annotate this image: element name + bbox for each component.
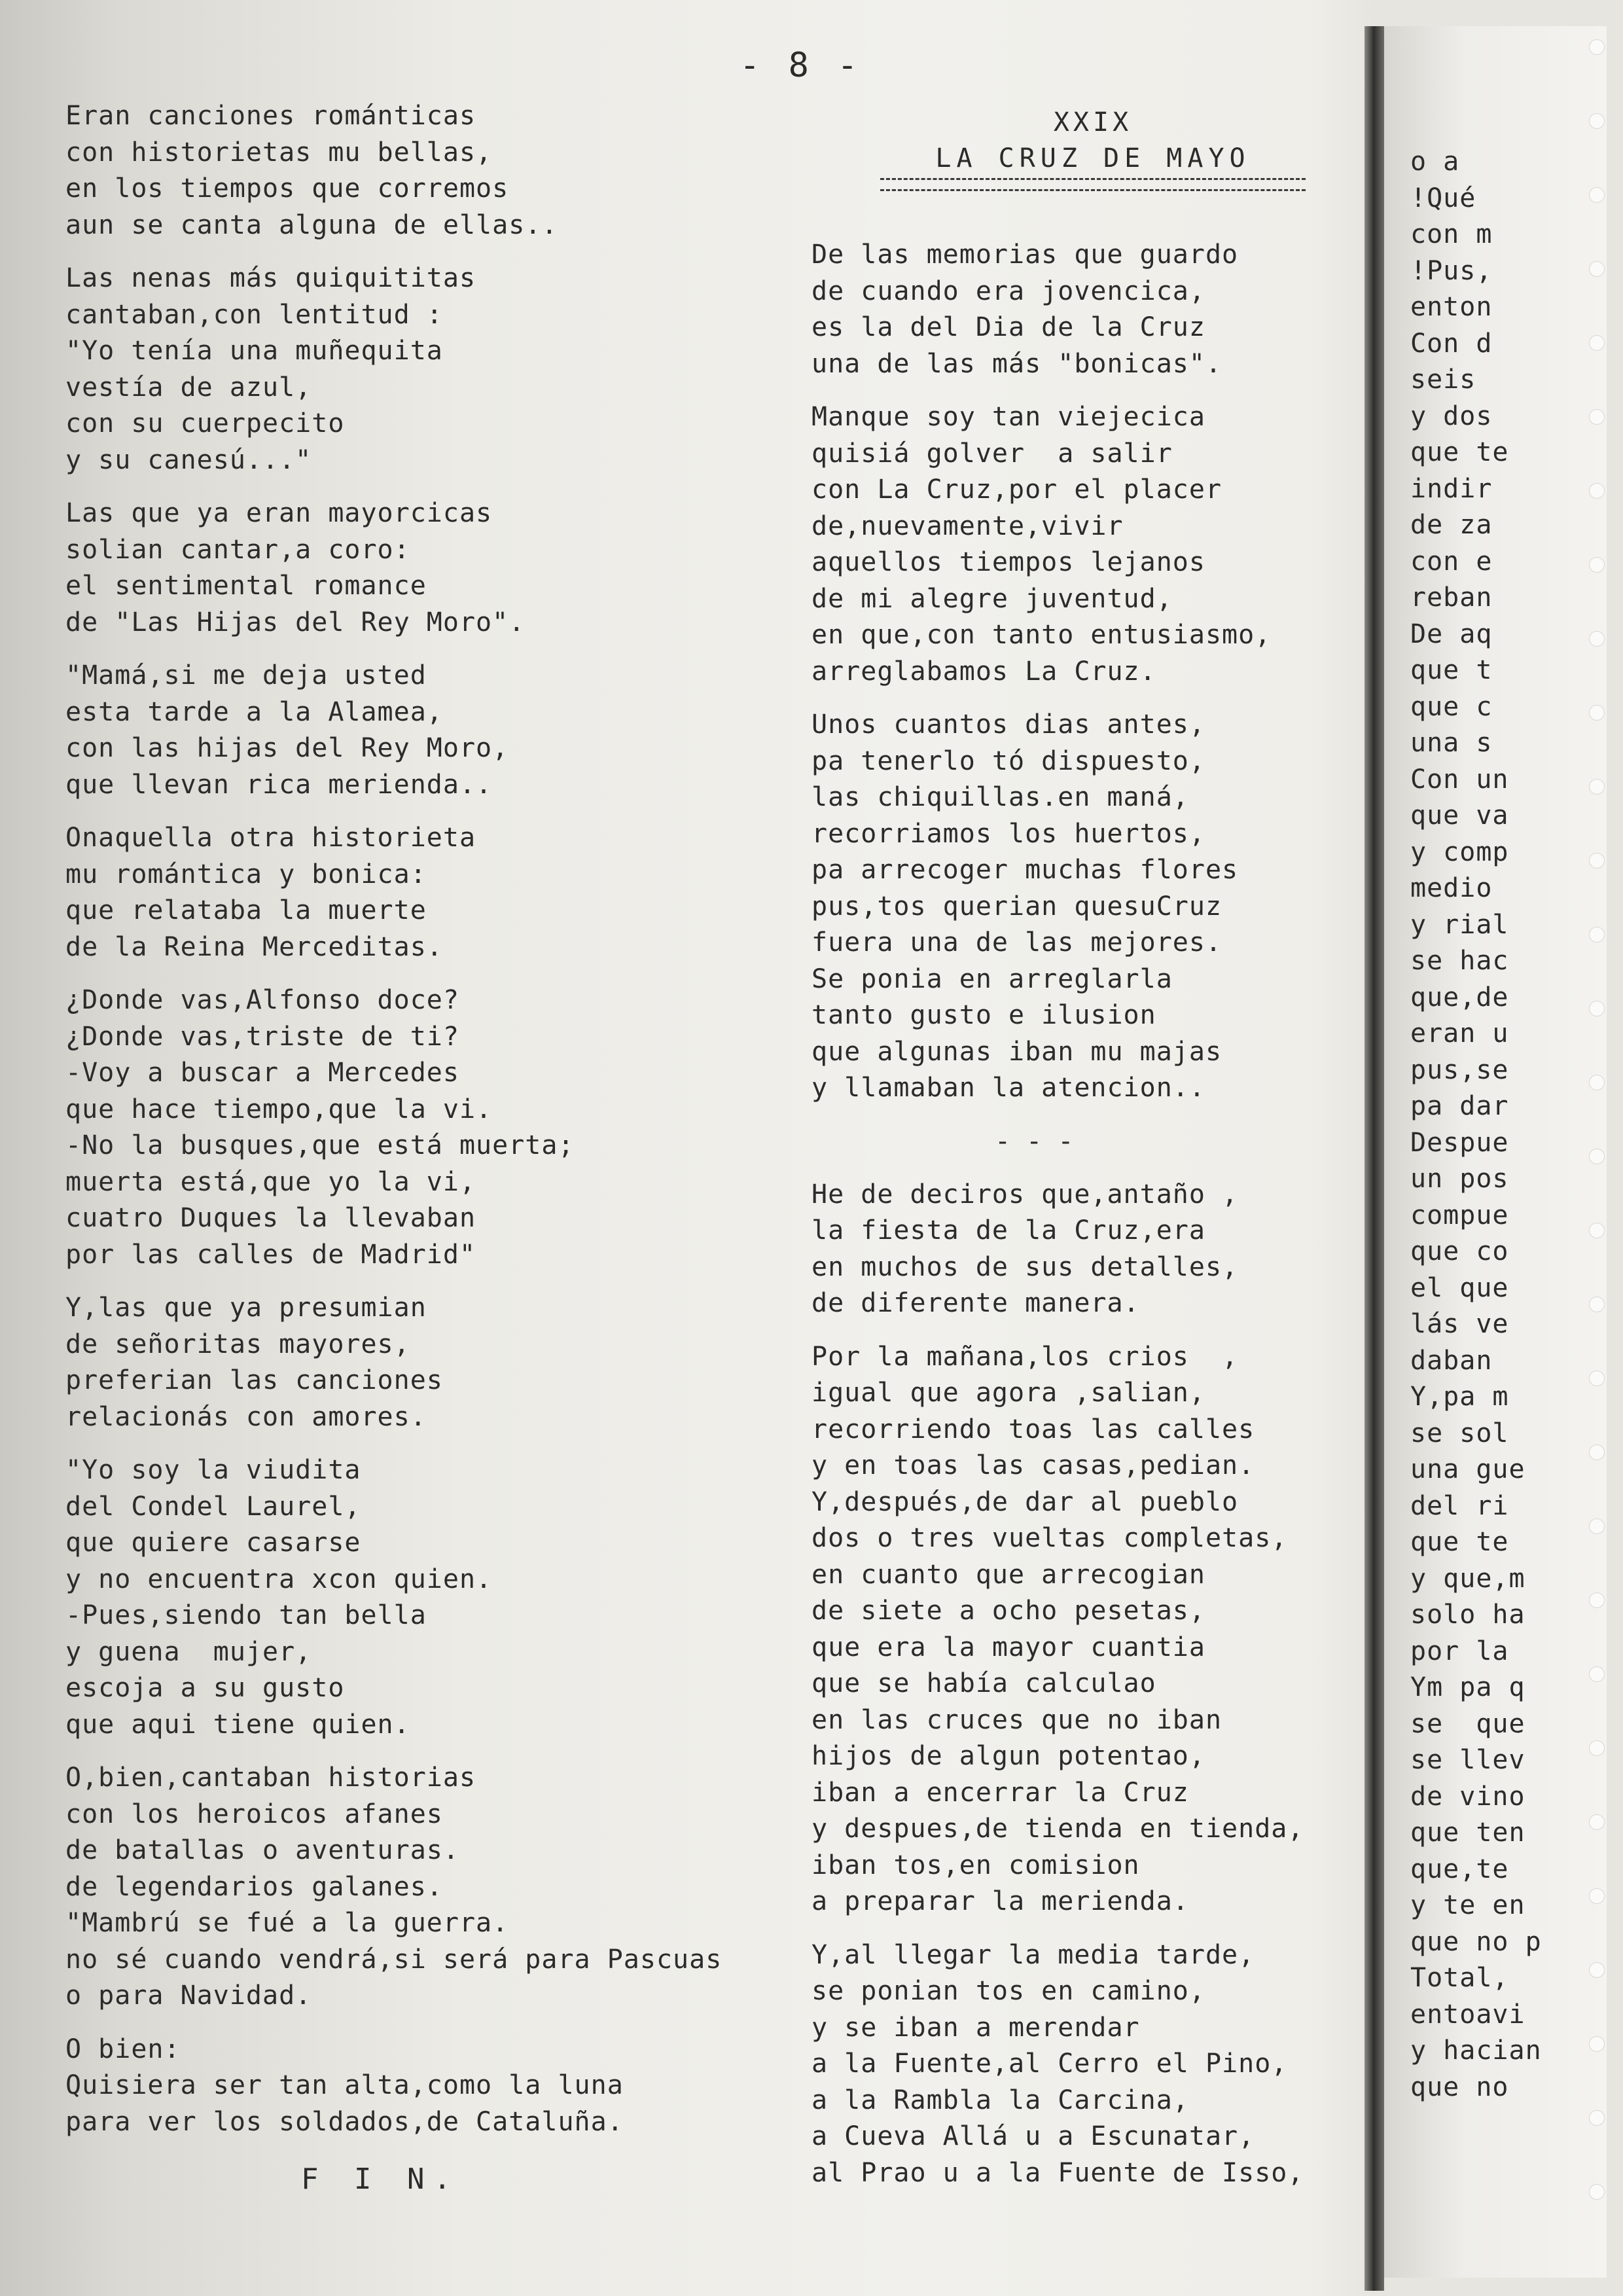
adjacent-fragment-line: y te en — [1410, 1890, 1525, 1920]
adjacent-fragment-line: que co — [1410, 1236, 1509, 1266]
verse-line: Las que ya eran mayorcicas — [65, 498, 493, 528]
verse-line: Las nenas más quiquititas — [65, 263, 476, 293]
verse-line: iban a encerrar la Cruz — [812, 1777, 1189, 1808]
verse-line: ¿Donde vas,Alfonso doce? — [65, 985, 459, 1015]
verse-line: arreglabamos La Cruz. — [812, 656, 1156, 687]
verse-line: ¿Donde vas,triste de ti? — [65, 1021, 459, 1052]
verse-line: de mi alegre juventud, — [812, 583, 1173, 614]
verse-line: Y,al llegar la media tarde, — [812, 1939, 1255, 1970]
verse-line: igual que agora ,salian, — [812, 1378, 1205, 1408]
verse-line: "Yo soy la viudita — [65, 1455, 361, 1485]
adjacent-fragment-line: !Qué — [1410, 183, 1476, 213]
verse-line: hijos de algun potentao, — [812, 1741, 1205, 1771]
verse-line: -Voy a buscar a Mercedes — [65, 1058, 459, 1088]
verse-line: y despues,de tienda en tienda, — [812, 1814, 1304, 1844]
punch-hole — [1589, 39, 1605, 55]
verse-line: que hace tiempo,que la vi. — [65, 1094, 493, 1124]
stanza — [65, 1452, 825, 1743]
verse-line: con La Cruz,por el placer — [812, 475, 1222, 505]
verse-line: -No la busques,que está muerta; — [65, 1130, 575, 1160]
punch-hole — [1589, 1592, 1605, 1608]
stanza — [65, 982, 825, 1273]
verse-line: con las hijas del Rey Moro, — [65, 733, 509, 763]
verse-line: a la Fuente,al Cerro el Pino, — [812, 2049, 1288, 2079]
punch-hole — [1589, 261, 1605, 277]
punch-hole — [1589, 1075, 1605, 1090]
verse-line: recorriendo toas las calles — [812, 1414, 1255, 1444]
punch-hole — [1589, 1371, 1605, 1386]
verse-line: que se había calculao — [812, 1668, 1156, 1698]
verse-line: escoja a su gusto — [65, 1673, 345, 1703]
verse-line: de cuando era jovencica, — [812, 276, 1205, 306]
adjacent-fragment-line: que,de — [1410, 982, 1509, 1013]
adjacent-fragment-line: o a — [1410, 147, 1460, 177]
verse-line: y se iban a merendar — [812, 2012, 1140, 2043]
stanza — [65, 2032, 825, 2141]
verse-line: tanto gusto e ilusion — [812, 1000, 1156, 1030]
verse-line: que quiere casarse — [65, 1528, 361, 1558]
verse-line: De las memorias que guardo — [812, 240, 1239, 270]
adjacent-fragment-line: entoavi — [1410, 1999, 1525, 2030]
adjacent-fragment-line: y hacian — [1410, 2036, 1542, 2066]
verse-line: con los heroicos afanes — [65, 1799, 443, 1829]
verse-line: de batallas o aventuras. — [65, 1835, 459, 1865]
verse-line: aun se canta alguna de ellas.. — [65, 209, 558, 240]
verse-line: de señoritas mayores, — [65, 1329, 410, 1359]
adjacent-fragment-line: Y,pa m — [1410, 1382, 1509, 1412]
adjacent-fragment-line: que t — [1410, 655, 1493, 685]
title-underline-rule — [880, 178, 1306, 191]
verse-line: "Mamá,si me deja usted — [65, 660, 427, 691]
punch-hole — [1589, 1444, 1605, 1460]
adjacent-fragment-line: que c — [1410, 691, 1493, 722]
adjacent-fragment-line: que no p — [1410, 1926, 1542, 1957]
verse-line: muerta está,que yo la vi, — [65, 1166, 476, 1197]
stanza — [65, 1760, 825, 2015]
verse-line: no sé cuando vendrá,si será para Pascuas — [65, 1944, 722, 1975]
stanza — [65, 98, 825, 243]
verse-line: y no encuentra xcon quien. — [65, 1564, 493, 1594]
verse-line: se ponian tos en camino, — [812, 1976, 1205, 2006]
verse-line: o para Navidad. — [65, 1981, 312, 2011]
verse-line: Manque soy tan viejecica — [812, 402, 1205, 432]
adjacent-fragment-line: reban — [1410, 583, 1493, 613]
punch-hole — [1589, 631, 1605, 647]
verse-line: esta tarde a la Alamea, — [65, 696, 443, 727]
punch-hole — [1589, 853, 1605, 869]
verse-line: Y,después,de dar al pueblo — [812, 1486, 1239, 1517]
verse-line: a la Rambla la Carcina, — [812, 2085, 1189, 2115]
punch-hole — [1589, 1223, 1605, 1238]
verse-line: que llevan rica merienda.. — [65, 769, 493, 800]
adjacent-fragment-line: Total, — [1410, 1963, 1509, 1993]
adjacent-fragment-line: que te — [1410, 437, 1509, 467]
punch-hole — [1589, 2110, 1605, 2126]
verse-line: Se ponia en arreglarla — [812, 963, 1173, 994]
verse-line: el sentimental romance — [65, 571, 427, 601]
verse-line: a preparar la merienda. — [812, 1886, 1189, 1916]
right-stanzas — [812, 237, 1374, 1107]
punch-hole — [1589, 187, 1605, 203]
verse-line: con su cuerpecito — [65, 408, 345, 439]
fin-mark: F I N. — [301, 2162, 460, 2196]
verse-line: las chiquillas.en maná, — [812, 782, 1189, 812]
stanza — [812, 399, 1374, 690]
page-number: - 8 - — [740, 46, 862, 85]
adjacent-fragment-line: con e — [1410, 546, 1493, 577]
verse-line: mu romántica y bonica: — [65, 859, 427, 889]
adjacent-fragment-line: y que,m — [1410, 1563, 1525, 1594]
punch-hole — [1589, 1740, 1605, 1756]
stanza — [65, 495, 825, 641]
verse-line: es la del Dia de la Cruz — [812, 312, 1205, 342]
verse-line: cantaban,con lentitud : — [65, 299, 443, 330]
adjacent-fragment-line: se llev — [1410, 1745, 1525, 1775]
adjacent-fragment-line: que ten — [1410, 1818, 1525, 1848]
punch-hole — [1589, 1888, 1605, 1904]
adjacent-fragment-line: se sol — [1410, 1418, 1509, 1448]
verse-line: Onaquella otra historieta — [65, 823, 476, 853]
stanza — [65, 260, 825, 478]
adjacent-fragment-line: Con un — [1410, 764, 1509, 795]
verse-line: en los tiempos que corremos — [65, 173, 509, 204]
verse-line: que algunas iban mu majas — [812, 1036, 1222, 1067]
punch-hole — [1589, 927, 1605, 942]
verse-line: solian cantar,a coro: — [65, 534, 410, 565]
adjacent-fragment-line: Despue — [1410, 1127, 1509, 1158]
verse-line: Por la mañana,los crios , — [812, 1341, 1239, 1372]
poem-number-heading: XXIX — [1053, 107, 1133, 137]
adjacent-fragment-line: por la — [1410, 1636, 1509, 1666]
verse-line: "Mambrú se fué a la guerra. — [65, 1908, 509, 1938]
verse-line: aquellos tiempos lejanos — [812, 547, 1205, 577]
binder-edge — [1364, 26, 1384, 2291]
adjacent-fragment-line: y comp — [1410, 836, 1509, 867]
verse-line: -Pues,siendo tan bella — [65, 1600, 427, 1630]
adjacent-fragment-line: De aq — [1410, 619, 1493, 649]
adjacent-page-fragments — [1410, 144, 1542, 2106]
verse-line: que relataba la muerte — [65, 895, 427, 925]
adjacent-fragment-line: que va — [1410, 800, 1509, 831]
stanza — [65, 1290, 825, 1435]
right-column — [812, 105, 1374, 2208]
adjacent-fragment-line: que te — [1410, 1527, 1509, 1557]
stanza — [65, 658, 825, 803]
adjacent-fragment-line: y rial — [1410, 909, 1509, 940]
adjacent-fragment-line: un pos — [1410, 1164, 1509, 1194]
stanza — [812, 707, 1374, 1107]
stanza — [812, 1177, 1374, 1322]
verse-line: en muchos de sus detalles, — [812, 1251, 1239, 1282]
adjacent-fragment-line: Ym pa q — [1410, 1672, 1525, 1702]
adjacent-fragment-line: Con d — [1410, 328, 1493, 359]
punch-hole — [1589, 1149, 1605, 1164]
punch-hole — [1589, 1814, 1605, 1830]
verse-line: de "Las Hijas del Rey Moro". — [65, 607, 526, 637]
verse-line: recorriamos los huertos, — [812, 818, 1205, 849]
verse-line: a Cueva Allá u a Escunatar, — [812, 2121, 1255, 2151]
punch-hole — [1589, 705, 1605, 721]
punch-hole — [1589, 483, 1605, 499]
adjacent-fragment-line: una s — [1410, 728, 1493, 758]
verse-line: quisiá golver a salir — [812, 438, 1173, 469]
verse-line: por las calles de Madrid" — [65, 1239, 476, 1270]
verse-line: que era la mayor cuantia — [812, 1632, 1205, 1662]
verse-line: Unos cuantos dias antes, — [812, 709, 1205, 740]
adjacent-fragment-line: eran u — [1410, 1018, 1509, 1049]
adjacent-fragment-line: solo ha — [1410, 1600, 1525, 1630]
verse-line: de legendarios galanes. — [65, 1871, 443, 1902]
verse-line: Quisiera ser tan alta,como la luna — [65, 2070, 624, 2100]
adjacent-fragment-line: lás ve — [1410, 1309, 1509, 1339]
verse-line: en cuanto que arrecogian — [812, 1559, 1205, 1590]
verse-line: en las cruces que no iban — [812, 1704, 1222, 1735]
adjacent-fragment-line: pus,se — [1410, 1054, 1509, 1085]
stanza — [812, 1937, 1374, 2192]
adjacent-fragment-line: pa dar — [1410, 1091, 1509, 1121]
adjacent-fragment-line: se hac — [1410, 946, 1509, 976]
verse-line: iban tos,en comision — [812, 1850, 1140, 1880]
verse-line: "Yo tenía una muñequita — [65, 336, 443, 366]
verse-line: O,bien,cantaban historias — [65, 1763, 476, 1793]
verse-line: con historietas mu bellas, — [65, 137, 493, 168]
adjacent-fragment-line: que,te — [1410, 1854, 1509, 1884]
punch-hole — [1589, 2036, 1605, 2052]
verse-line: la fiesta de la Cruz,era — [812, 1215, 1205, 1246]
punch-hole — [1589, 113, 1605, 129]
punch-hole — [1589, 1001, 1605, 1016]
punch-hole — [1589, 409, 1605, 425]
adjacent-page-edge — [1384, 26, 1607, 2278]
adjacent-fragment-line: de za — [1410, 510, 1493, 540]
stanza — [812, 237, 1374, 382]
verse-line: pus,tos querian quesuCruz — [812, 891, 1222, 922]
verse-line: O bien: — [65, 2034, 181, 2064]
adjacent-fragment-line: se que — [1410, 1708, 1525, 1739]
verse-line: vestía de azul, — [65, 372, 312, 403]
verse-line: de siete a ocho pesetas, — [812, 1596, 1205, 1626]
verse-line: cuatro Duques la llevaban — [65, 1203, 476, 1233]
verse-line: del Condel Laurel, — [65, 1491, 361, 1522]
adjacent-fragment-line: del ri — [1410, 1490, 1509, 1521]
adjacent-fragment-line: enton — [1410, 292, 1493, 322]
verse-line: de la Reina Merceditas. — [65, 931, 443, 962]
adjacent-fragment-line: de vino — [1410, 1781, 1525, 1812]
right-stanzas-after — [812, 1177, 1374, 2192]
left-column — [65, 98, 825, 2196]
verse-line: una de las más "bonicas". — [812, 348, 1222, 379]
verse-line: al Prao u a la Fuente de Isso, — [812, 2157, 1304, 2188]
adjacent-fragment-line: que no — [1410, 2072, 1509, 2102]
verse-line: y su canesú..." — [65, 444, 312, 475]
punch-hole — [1589, 2184, 1605, 2200]
adjacent-fragment-line: seis — [1410, 365, 1476, 395]
poem-title-block — [812, 141, 1374, 191]
stanza — [812, 1339, 1374, 1920]
adjacent-fragment-line: el que — [1410, 1272, 1509, 1303]
verse-line: y en toas las casas,pedian. — [812, 1450, 1255, 1480]
verse-line: de,nuevamente,vivir — [812, 511, 1124, 541]
adjacent-fragment-line: con m — [1410, 219, 1493, 249]
verse-line: que aqui tiene quien. — [65, 1709, 410, 1740]
verse-line: Y,las que ya presumian — [65, 1293, 427, 1323]
adjacent-fragment-line: compue — [1410, 1200, 1509, 1230]
section-separator: - - - — [995, 1126, 1074, 1157]
verse-line: He de deciros que,antaño , — [812, 1179, 1239, 1210]
punch-hole — [1589, 557, 1605, 573]
punch-hole — [1589, 1962, 1605, 1978]
verse-line: pa arrecoger muchas flores — [812, 855, 1239, 885]
verse-line: de diferente manera. — [812, 1288, 1140, 1318]
verse-line: fuera una de las mejores. — [812, 927, 1222, 958]
punch-hole — [1589, 335, 1605, 351]
verse-line: y llamaban la atencion.. — [812, 1073, 1205, 1103]
adjacent-fragment-line: indir — [1410, 473, 1493, 504]
adjacent-fragment-line: una gue — [1410, 1454, 1525, 1484]
punch-hole — [1589, 1518, 1605, 1534]
verse-line: preferian las canciones — [65, 1365, 443, 1395]
verse-line: y guena mujer, — [65, 1636, 312, 1667]
verse-line: Eran canciones románticas — [65, 101, 476, 131]
verse-line: relacionás con amores. — [65, 1401, 427, 1432]
verse-line: pa tenerlo tó dispuesto, — [812, 745, 1205, 776]
adjacent-fragment-line: !Pus, — [1410, 255, 1493, 286]
punch-hole — [1589, 779, 1605, 795]
punch-holes — [1584, 39, 1610, 2278]
punch-hole — [1589, 1666, 1605, 1682]
poem-title: LA CRUZ DE MAYO — [935, 143, 1251, 173]
verse-line: en que,con tanto entusiasmo, — [812, 620, 1272, 650]
adjacent-fragment-line: medio — [1410, 873, 1493, 903]
punch-hole — [1589, 1297, 1605, 1312]
stanza — [65, 820, 825, 965]
adjacent-fragment-line: y dos — [1410, 401, 1493, 431]
adjacent-fragment-line: daban — [1410, 1345, 1493, 1376]
verse-line: dos o tres vueltas completas, — [812, 1523, 1288, 1553]
verse-line: para ver los soldados,de Cataluña. — [65, 2106, 624, 2137]
